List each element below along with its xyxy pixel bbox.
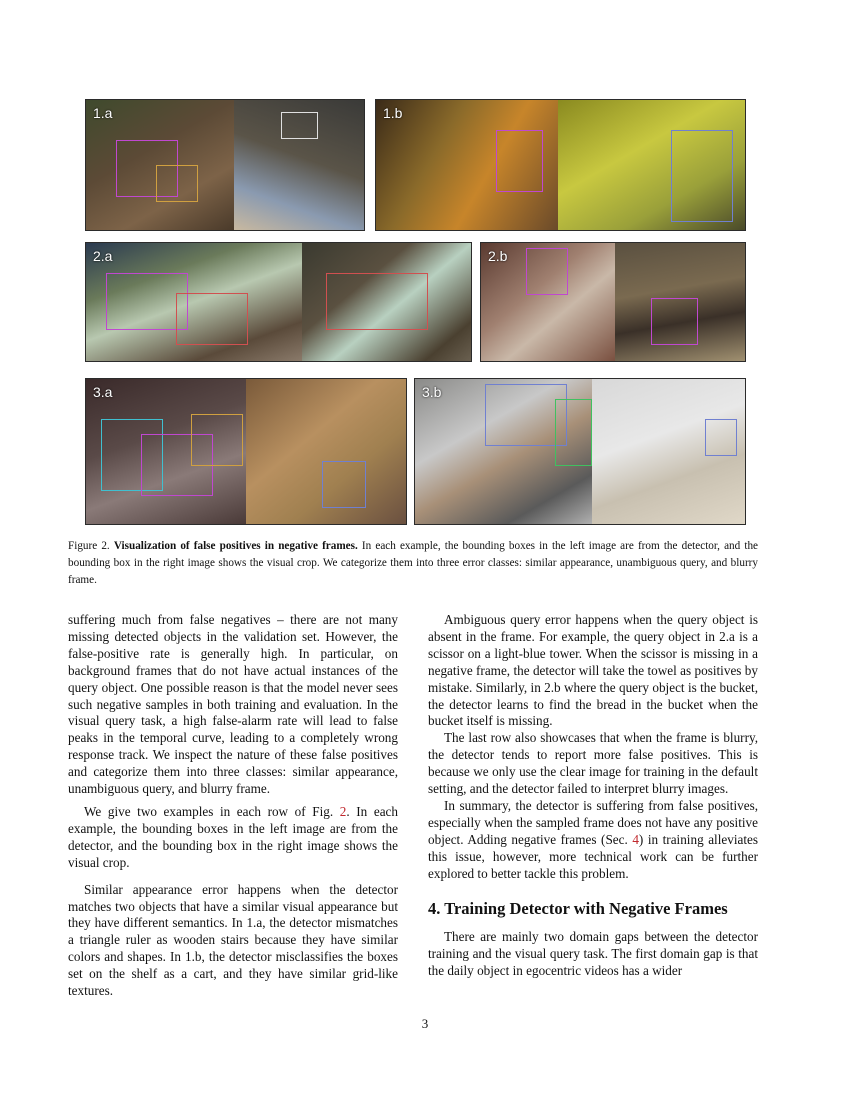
left-column	[68, 612, 398, 1000]
paragraph: There are mainly two domain gaps between the detector training and the visual query task. The first domain gap is that the daily object in egocentric videos has a wider	[428, 929, 758, 979]
bounding-box	[176, 293, 248, 345]
bounding-box	[326, 273, 428, 330]
panel-label: 1.a	[93, 105, 113, 121]
paragraph	[428, 798, 758, 883]
panel-label: 3.b	[422, 384, 442, 400]
figure-panel-2b	[480, 242, 746, 362]
bounding-box	[705, 419, 737, 456]
bounding-box	[671, 130, 733, 222]
right-column	[428, 612, 758, 980]
paragraph	[68, 804, 398, 872]
bounding-box	[526, 248, 568, 295]
text: . In each example, the bounding boxes in the left image are from the detector, and the bounding box in the right image shows the visual crop.	[68, 803, 399, 870]
figure-panel-3a	[85, 378, 407, 525]
page-number: 3	[421, 1016, 429, 1031]
text: In summary, the detector is suffering from false positives, especially when the sampled frame does not have any positive object. Adding negative frames (Sec.	[428, 797, 758, 847]
figure-panel-1a	[85, 99, 365, 231]
caption-prefix: Figure 2.	[68, 540, 110, 552]
bounding-box	[496, 130, 543, 192]
bounding-box	[322, 461, 366, 508]
figure-caption	[68, 538, 758, 589]
section-ref-link[interactable]: 4	[632, 831, 639, 847]
panel-label: 1.b	[383, 105, 403, 121]
caption-body: In each example, the bounding boxes in the left image are from the detector, and the bounding box in the right image shows the visual crop. We categorize them into three error classes: similar appearance, unambiguous query, and blurry frame.	[68, 540, 759, 586]
bounding-box	[555, 399, 592, 466]
figure-ref-link[interactable]: 2	[339, 803, 347, 819]
panel-label: 3.a	[93, 384, 113, 400]
figure-panel-3b	[414, 378, 746, 525]
paragraph: The last row also showcases that when the frame is blurry, the detector tends to report more false positives. This is because we only use the clear image for training in the default setting, and the detector failed to interpret blurry images.	[428, 730, 758, 797]
bounding-box	[281, 112, 318, 139]
text: We give two examples in each row of Fig.	[84, 803, 334, 819]
text: ) in training alleviates this issue, however, more technical work can be further explored to better tackle this problem.	[428, 831, 758, 881]
bounding-box	[156, 165, 198, 202]
figure-panel-2a	[85, 242, 472, 362]
paragraph: suffering much from false negatives – there are not many missing detected objects in the validation set. However, the false-positive rate is generally high. In particular, on background frames that do not have actual instances of the query object. One possible reason is that the model never sees such negative samples in both training and evaluation. In the visual query task, a high false-alarm rate will lead to false peaks in the temporal curve, leading to a completely wrong response track. We inspect the nature of these false positives and categorize them into three classes: similar appearance, unambiguous query, and blurry frame.	[68, 612, 398, 797]
paragraph: Similar appearance error happens when the detector matches two objects that have a similar visual appearance but they have different semantics. In 1.a, the detector mismatches a triangle ruler as wooden stairs because they have similar colors and shapes. In 1.b, the detector misclassifies the boxes set on the shelf as a cart, and they have similar grid-like textures.	[68, 881, 398, 999]
panel-label: 2.b	[488, 248, 508, 264]
caption-title: Visualization of false positives in negative frames.	[113, 540, 358, 552]
paragraph: Ambiguous query error happens when the query object is absent in the frame. For example, the query object in 2.a is a scissor on a light-blue tower. When the scissor is missing in a negative frame, the detector will take the towel as positives by mistake. Similarly, in 2.b where the query object is the bucket, the detector learns to find the bread in the bucket when the bucket itself is missing.	[428, 612, 758, 729]
panel-label: 2.a	[93, 248, 113, 264]
section-heading: 4. Training Detector with Negative Frames	[428, 898, 728, 918]
bounding-box	[651, 298, 698, 345]
figure-panel-1b	[375, 99, 746, 231]
bounding-box	[191, 414, 243, 466]
